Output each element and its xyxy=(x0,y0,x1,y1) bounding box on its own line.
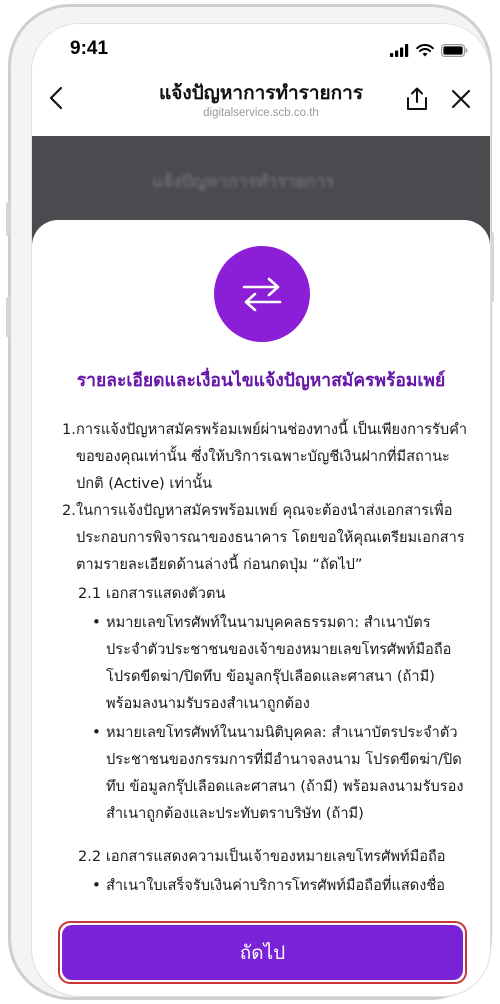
bullet-item xyxy=(92,719,472,827)
share-button[interactable] xyxy=(402,84,432,118)
signal-icon xyxy=(390,42,409,61)
list-item xyxy=(62,497,472,578)
bullet-text: หมายเลขโทรศัพท์ในนามนิติบุคคล: สำเนาบัตรประจำตัวประชาชนของกรรมการที่มีอำนาจลงนาม โปรดขีดฆ่า/ปิดทึบ ข้อมูลกรุ๊ปเลือดและศาสนา (ถ้ามี) พร้อมลงนามรับรองสำเนาถูกต้องและประทับตราบริษัท (ถ้ามี) xyxy=(106,724,464,822)
swap-arrows-icon xyxy=(214,246,310,342)
section-heading-ownership-documents: 2.2 เอกสารแสดงความเป็นเจ้าของหมายเลขโทรศัพท์มือถือ xyxy=(78,848,446,865)
terms-content xyxy=(62,416,472,899)
bullet-text: หมายเลขโทรศัพท์ในนามบุคคลธรรมดา: สำเนาบัตรประจำตัวประชาชนของเจ้าของหมายเลขโทรศัพท์มือถือ โปรดขีดฆ่า/ปิดทึบ ข้อมูลกรุ๊ปเลือดและศาสนา (ถ้ามี) พร้อมลงนามรับรองสำเนาถูกต้อง xyxy=(106,614,452,712)
list-item-text: ในการแจ้งปัญหาสมัครพร้อมเพย์ คุณจะต้องนำส่งเอกสารเพื่อประกอบการพิจารณาของธนาคาร โดยขอให้คุณเตรียมเอกสารตามรายละเอียดด้านล่างนี้ ก่อนกดปุ่ม “ถัดไป” xyxy=(76,502,465,573)
battery-icon xyxy=(441,42,468,61)
next-button-highlight xyxy=(58,921,467,984)
status-time: 9:41 xyxy=(70,38,109,59)
section-heading-identity-documents: 2.1 เอกสารแสดงตัวตน xyxy=(78,585,226,602)
status-icons xyxy=(390,42,468,61)
list-item-number: 1. xyxy=(62,421,76,438)
bullet-item xyxy=(92,609,472,717)
close-icon xyxy=(451,89,471,113)
list-item xyxy=(62,416,472,497)
bullet-dot: • xyxy=(92,876,101,894)
wifi-icon xyxy=(416,42,434,61)
terms-bottom-sheet xyxy=(32,220,490,997)
back-button[interactable] xyxy=(40,82,72,118)
list-item-number: 2. xyxy=(62,502,76,519)
page-title: แจ้งปัญหาการทำรายการ xyxy=(158,82,364,104)
bullet-item xyxy=(92,872,472,899)
back-arrow-icon xyxy=(49,86,63,114)
sheet-title: รายละเอียดและเงื่อนไขแจ้งปัญหาสมัครพร้อมเพย์ xyxy=(76,371,446,391)
status-bar xyxy=(32,24,490,72)
list-item-text: การแจ้งปัญหาสมัครพร้อมเพย์ผ่านช่องทางนี้ เป็นเพียงการรับคำขอของคุณเท่านั้น ซึ่งให้บริการเฉพาะบัญชีเงินฝากที่มีสถานะปกติ (Active) เท่านั้น xyxy=(76,421,468,492)
background-page-title: แจ้งปัญหาการทำรายการ xyxy=(152,172,335,192)
page-url: digitalservice.scb.co.th xyxy=(203,107,319,119)
share-icon xyxy=(406,87,428,115)
bullet-dot: • xyxy=(92,613,101,631)
browser-header xyxy=(32,72,490,136)
close-button[interactable] xyxy=(446,84,476,118)
phone-frame xyxy=(8,4,492,1000)
phone-side-button xyxy=(6,297,10,337)
bullet-dot: • xyxy=(92,723,101,741)
phone-side-button xyxy=(6,202,10,236)
bullet-text: สำเนาใบเสร็จรับเงินค่าบริการโทรศัพท์มือถือที่แสดงชื่อ xyxy=(106,877,446,894)
next-button[interactable]: ถัดไป xyxy=(62,925,463,980)
phone-screen xyxy=(31,23,491,997)
